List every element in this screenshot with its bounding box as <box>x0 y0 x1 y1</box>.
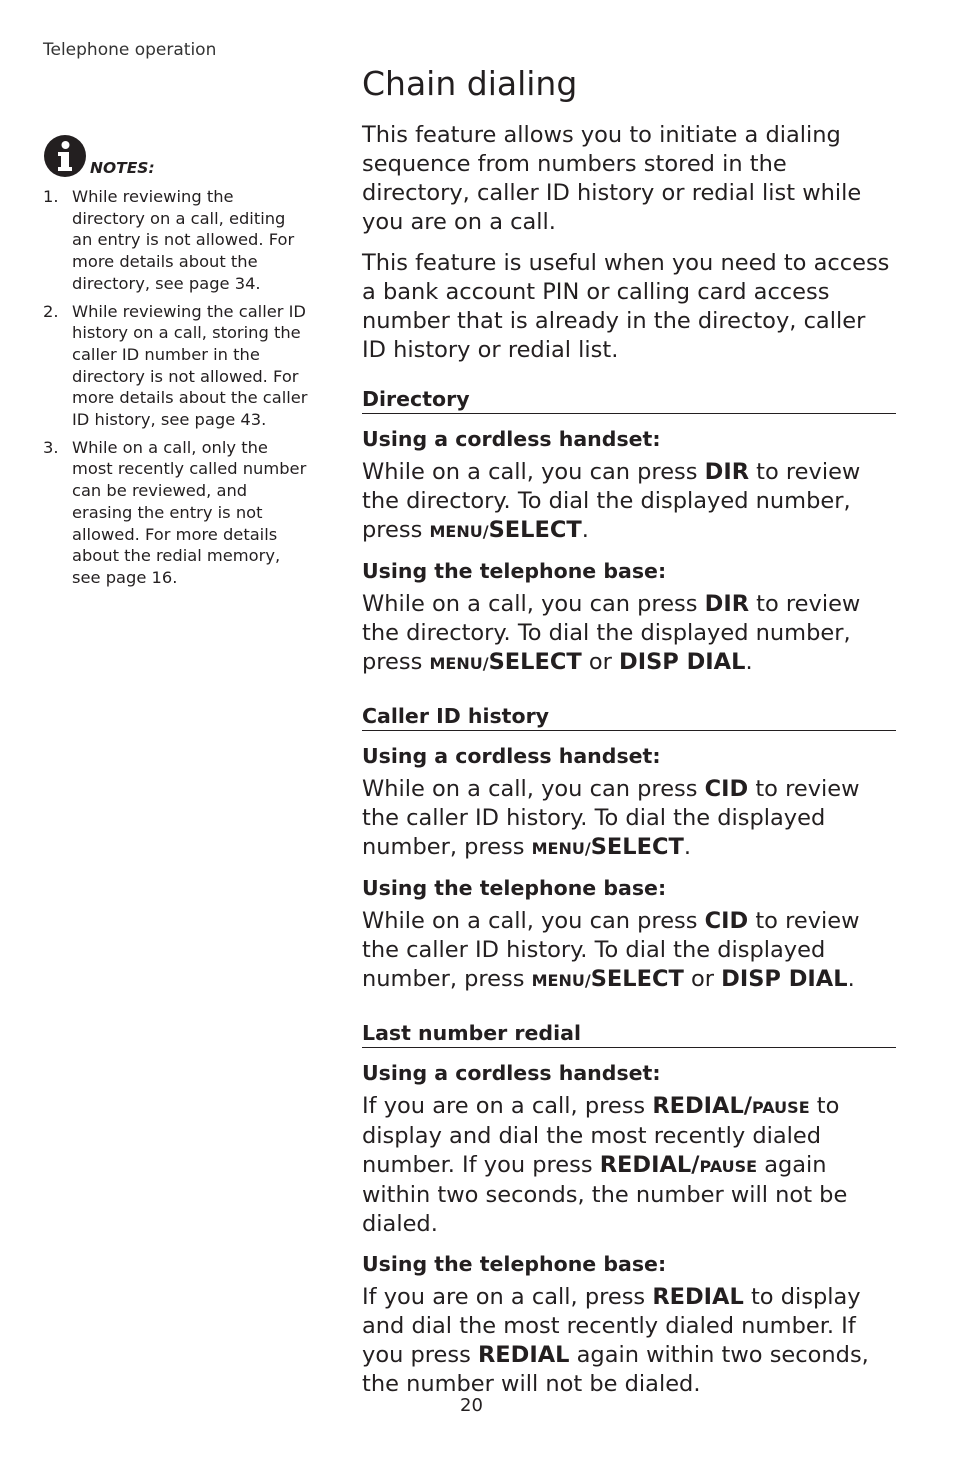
text: again within two seconds, the number will not be dialed. <box>362 1342 869 1397</box>
subheading-telephone-base: Using the telephone base: <box>362 559 667 583</box>
redial-base-instructions <box>362 1283 896 1399</box>
key-redial: REDIAL <box>652 1284 744 1310</box>
text: While on a call, you can press <box>362 591 705 617</box>
key-cid: CID <box>704 908 749 934</box>
directory-handset-instructions <box>362 458 896 546</box>
text: If you are on a call, press <box>362 1093 653 1119</box>
running-header: Telephone operation <box>43 40 217 60</box>
key-pause: PAUSE <box>752 1098 810 1117</box>
note-number: 1. <box>43 187 59 206</box>
main-content <box>362 121 896 1411</box>
key-redial: REDIAL/ <box>652 1093 753 1119</box>
text: to display and dial the most recently dialed number. If you press <box>362 1093 840 1178</box>
key-dir: DIR <box>704 591 750 617</box>
callerid-handset-instructions <box>362 775 896 863</box>
note-item <box>43 301 308 431</box>
subheading-cordless-handset: Using a cordless handset: <box>362 427 661 451</box>
key-select: SELECT <box>488 649 582 675</box>
subheading-cordless-handset: Using a cordless handset: <box>362 744 661 768</box>
text: . <box>581 517 589 543</box>
info-icon <box>43 134 87 178</box>
key-disp-dial: DISP DIAL <box>721 966 848 992</box>
notes-box <box>43 128 308 595</box>
text: While on a call, you can press <box>362 776 705 802</box>
key-select: SELECT <box>590 966 684 992</box>
key-select: SELECT <box>488 517 582 543</box>
callerid-base-instructions <box>362 907 896 995</box>
text: While on a call, you can press <box>362 459 705 485</box>
intro-paragraph-1: This feature allows you to initiate a dialing sequence from numbers stored in the directory, caller ID history or redial list while you are on a call. <box>362 122 862 235</box>
key-redial: REDIAL <box>477 1342 570 1368</box>
text: again within two seconds, the number will not be dialed. <box>362 1152 848 1237</box>
text: to review the directory. To dial the displayed number, press <box>362 591 861 675</box>
intro-paragraph-2: This feature is useful when you need to access a bank account PIN or calling card access number that is already in the directoy, caller ID history or redial list. <box>362 250 890 363</box>
text: . <box>683 834 691 860</box>
key-dir: DIR <box>704 459 750 485</box>
key-select: SELECT <box>590 834 684 860</box>
note-text: While reviewing the directory on a call, editing an entry is not allowed. For more details about the directory, see page 34. <box>72 187 295 293</box>
subheading-cordless-handset: Using a cordless handset: <box>362 1061 661 1085</box>
key-menu: MENU/ <box>531 971 591 990</box>
text: . <box>745 649 753 675</box>
page-title: Chain dialing <box>362 64 578 103</box>
section-heading-last-number-redial: Last number redial <box>362 1021 896 1048</box>
key-redial: REDIAL/ <box>599 1152 700 1178</box>
note-item <box>43 186 308 295</box>
key-cid: CID <box>704 776 749 802</box>
text: . <box>847 966 855 992</box>
directory-base-instructions <box>362 590 896 678</box>
key-menu: MENU/ <box>429 654 489 673</box>
text: If you are on a call, press <box>362 1284 653 1310</box>
key-menu: MENU/ <box>531 839 591 858</box>
key-pause: PAUSE <box>699 1157 758 1176</box>
text: to display and dial the most recently dialed number. If you press <box>362 1284 861 1368</box>
note-number: 3. <box>43 437 59 457</box>
note-text: While on a call, only the most recently called number can be reviewed, and erasing the entry is not allowed. For more details about the redial memory, see page 16. <box>72 437 307 587</box>
text: to review the directory. To dial the displayed number, press <box>362 459 861 543</box>
text: or <box>683 966 722 992</box>
redial-handset-instructions <box>362 1092 896 1239</box>
note-number: 2. <box>43 301 59 321</box>
note-item <box>43 437 308 589</box>
notes-header <box>43 128 308 178</box>
notes-list <box>43 186 308 589</box>
note-text: While reviewing the caller ID history on a call, storing the caller ID number in the directory is not allowed. For more details about the caller ID history, see page 43. <box>72 301 308 430</box>
text: or <box>581 649 620 675</box>
subheading-telephone-base: Using the telephone base: <box>362 1252 667 1276</box>
section-heading-directory: Directory <box>362 387 896 414</box>
text: to review the caller ID history. To dial the displayed number, press <box>362 908 860 992</box>
notes-label: NOTES: <box>90 159 155 177</box>
page-number: 20 <box>460 1395 483 1416</box>
section-heading-caller-id: Caller ID history <box>362 704 896 731</box>
text: to review the caller ID history. To dial the displayed number, press <box>362 776 860 860</box>
key-menu: MENU/ <box>429 522 489 541</box>
text: While on a call, you can press <box>362 908 705 934</box>
subheading-telephone-base: Using the telephone base: <box>362 876 667 900</box>
key-disp-dial: DISP DIAL <box>619 649 746 675</box>
